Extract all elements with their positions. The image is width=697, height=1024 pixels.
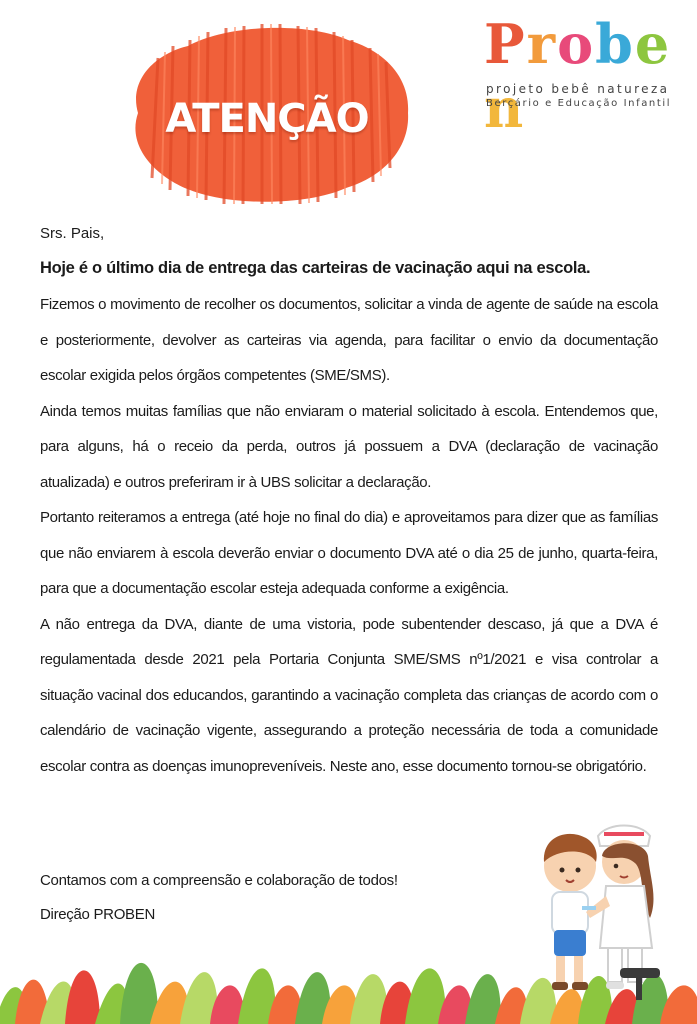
letter-body — [40, 221, 658, 784]
logo-wordmark — [484, 12, 684, 140]
logo-letter: r — [526, 12, 558, 76]
nurse-vaccinating-child-illustration — [528, 818, 688, 1008]
greeting: Srs. Pais, — [40, 225, 105, 242]
paragraph: A não entrega da DVA, diante de uma vistoria, pode subentender descaso, já que a DVA é regulamentada desde 2021 pela Portaria Conjunta SME/SMS nº1/2021 e visa controlar a situação vacinal dos educandos, garantindo a vacinação completa das crianças de acordo com o calendário de vacinação vigente, assegurando a proteção necessária de toda a comunidade escolar contra as doenças imunopreveníveis. Neste ano, esse documento tornou-se obrigatório. — [40, 615, 658, 775]
logo-letter: b — [595, 12, 635, 76]
logo-letter: n — [484, 76, 526, 140]
logo-letter: e — [634, 12, 672, 76]
header — [0, 0, 697, 200]
signature: Direção PROBEN — [40, 906, 156, 923]
logo-subtitle: projeto bebê natureza — [486, 82, 670, 96]
logo-letter: P — [484, 12, 527, 76]
logo-letter: o — [557, 12, 596, 76]
attention-title: ATENÇÃO — [165, 96, 369, 142]
closing-line: Contamos com a compreensão e colaboração de todos! — [40, 872, 398, 889]
closing-block — [40, 864, 398, 932]
paragraph: Portanto reiteramos a entrega (até hoje no final do dia) e aproveitamos para dizer que as famílias que não enviarem à escola deverão enviar o documento DVA até o dia 25 de junho, quarta-feira, para que a documentação escolar esteja adequada conforme a exigência. — [40, 509, 658, 597]
paragraph: Ainda temos muitas famílias que não enviaram o material solicitado à escola. Entendemos que, para alguns, há o receio da perda, outros já possuem a DVA (declaração de vacinação atualizada) e outros preferiram ir à UBS solicitar a declaração. — [40, 402, 658, 491]
proben-logo — [474, 12, 684, 140]
paragraph: Fizemos o movimento de recolher os documentos, solicitar a vinda de agente de saúde na escola e posteriormente, devolver as carteiras via agenda, para facilitar o envio da documentação escolar exigida pelos órgãos competentes (SME/SMS). — [40, 296, 658, 384]
headline: Hoje é o último dia de entrega das carteiras de vacinação aqui na escola. — [40, 259, 591, 277]
logo-tagline: Berçário e Educação Infantil — [486, 98, 672, 109]
